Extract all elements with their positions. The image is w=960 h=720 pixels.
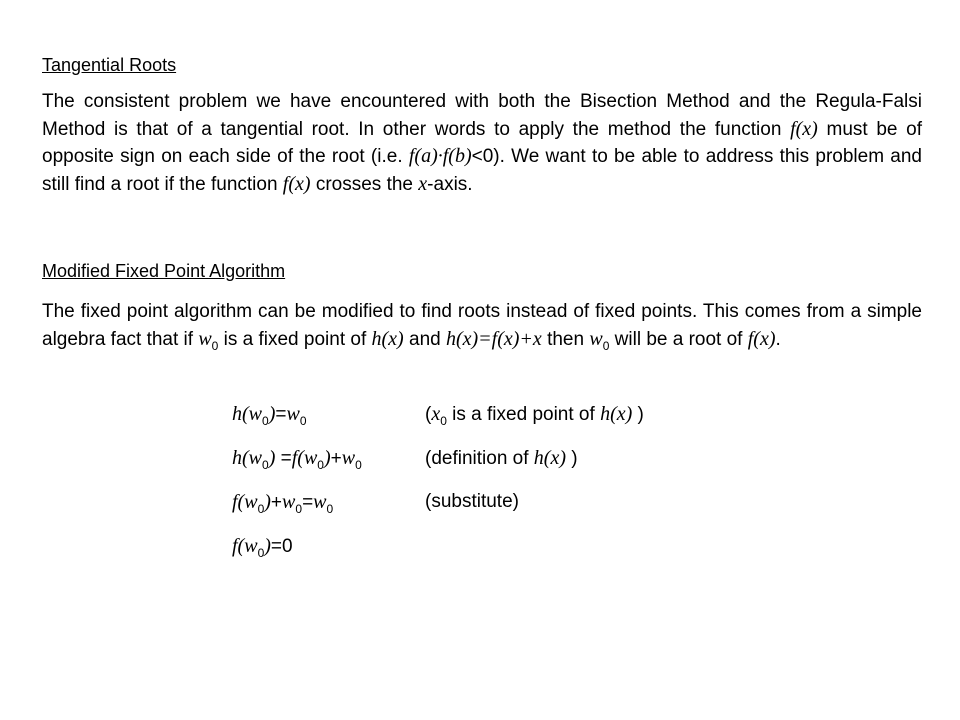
equation-note [425, 491, 519, 513]
math-run: w [341, 447, 356, 469]
math-run: w [286, 403, 300, 425]
math-run: w [282, 491, 296, 513]
equation-lhs [232, 403, 307, 426]
text-run: + [330, 448, 342, 469]
math-subscript: 0 [211, 338, 219, 353]
math-fx: f(x) [282, 172, 311, 195]
math-fx: f(x) [790, 117, 818, 140]
text-run: must be of opposite sign on each side of the root (i.e. [42, 118, 922, 167]
math-run: f(w [232, 535, 258, 557]
equation-row-1 [232, 403, 882, 429]
text-run: then [541, 328, 590, 350]
equation-row-3 [232, 491, 882, 517]
math-run: ) [323, 447, 331, 469]
text-run: = [302, 492, 314, 513]
text-run: (substitute) [425, 491, 519, 512]
text-run: ( [425, 404, 432, 425]
math-run: h(x) [600, 403, 633, 425]
math-subscript: 0 [262, 413, 269, 428]
equation-row-2 [232, 447, 882, 473]
paragraph-tangential-roots [42, 89, 922, 198]
math-run: ) [264, 491, 271, 513]
math-run: w [313, 491, 327, 513]
math-x: x [418, 172, 428, 195]
math-subscript: 0 [257, 501, 265, 516]
math-subscript: 0 [602, 338, 610, 353]
text-run: is a fixed point of [446, 404, 601, 425]
text-run: is a fixed point of [218, 328, 372, 350]
equation-note [425, 447, 578, 470]
text-run: = [275, 404, 287, 425]
text-run: . [775, 328, 781, 350]
text-run: = [275, 448, 292, 469]
math-hx: h(x) [371, 327, 404, 350]
paragraph-modified-fixed-point [42, 299, 922, 353]
math-run: ) [268, 447, 276, 469]
math-run: f(w [291, 447, 318, 469]
math-run: x [431, 403, 441, 425]
math-h-definition: h(x)=f(x)+x [445, 327, 542, 350]
text-run: The fixed point algorithm can be modified to find roots instead of fixed points. This comes from a simple algebra fact that if [42, 301, 922, 350]
text-run: crosses the [310, 173, 419, 195]
math-subscript: 0 [440, 413, 447, 428]
math-fx: f(x) [747, 327, 776, 350]
math-w: w [589, 327, 603, 350]
equation-lhs [232, 447, 362, 470]
math-run: h(w [232, 403, 262, 425]
equation-row-4 [232, 535, 882, 561]
text-run: <0). We want to be able to address this problem and still find a root if the function [42, 146, 922, 195]
equation-lhs [232, 535, 293, 558]
text-run: + [270, 492, 283, 513]
text-run: -axis. [427, 173, 473, 195]
math-subscript: 0 [257, 545, 265, 560]
math-run: ) [268, 403, 276, 425]
math-fa-fb: f(a)·f(b) [408, 145, 472, 167]
section-heading-modified-fixed-point: Modified Fixed Point Algorithm [42, 261, 286, 281]
text-run: and [403, 328, 446, 350]
equation-lhs [232, 491, 333, 514]
math-run: h(w [232, 447, 262, 469]
math-subscript: 0 [326, 501, 334, 516]
math-subscript: 0 [262, 457, 269, 472]
text-run: ) [632, 404, 644, 425]
math-subscript: 0 [295, 501, 303, 516]
section-heading-tangential-roots: Tangential Roots [42, 55, 177, 75]
math-run: f(w [232, 491, 258, 513]
math-subscript: 0 [355, 457, 362, 472]
math-run: ) [264, 535, 271, 557]
text-run: =0 [270, 536, 293, 557]
text-run: ) [566, 448, 578, 469]
math-run: h(x) [533, 447, 566, 469]
text-run: (definition of [425, 448, 534, 469]
math-subscript: 0 [299, 413, 307, 428]
math-w: w [198, 327, 212, 350]
equation-note [425, 403, 644, 426]
math-subscript: 0 [317, 457, 324, 472]
text-run: will be a root of [609, 328, 748, 350]
text-run: The consistent problem we have encountered with both the Bisection Method and the Regula-Falsi Method is that of a tangential root. In other words to apply the method the function [42, 91, 922, 140]
